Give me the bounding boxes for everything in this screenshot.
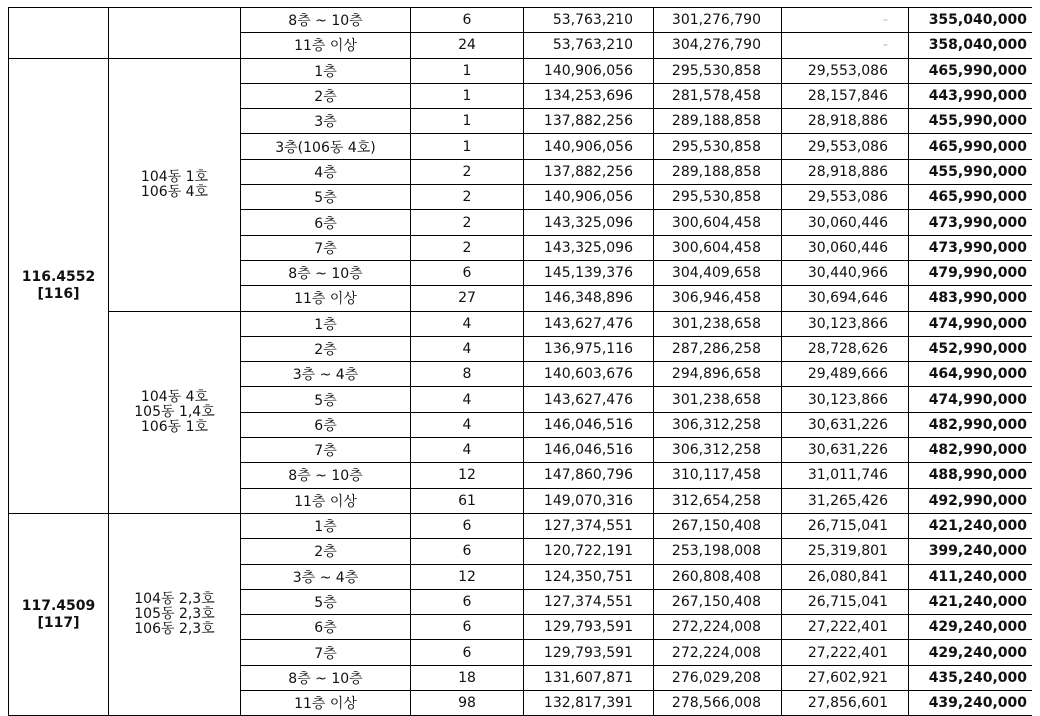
floor-cell: 3층 [241,109,411,134]
floor-cell: 8층 ~ 10층 [241,463,411,488]
total-price-cell: 482,990,000 [909,438,1036,463]
land-price-cell: 143,325,096 [524,210,654,235]
vat-cell: 30,631,226 [782,412,909,437]
land-price-cell: 127,374,551 [524,589,654,614]
floor-cell: 7층 [241,438,411,463]
land-price-cell: 53,763,210 [524,33,654,58]
land-price-cell: 143,325,096 [524,235,654,260]
dong-unit-line: 104동 2,3호 [134,591,215,608]
total-price-cell: 429,240,000 [909,615,1036,640]
unit-count-cell: 4 [411,438,524,463]
unit-count-cell: 1 [411,83,524,108]
building-price-cell: 281,578,458 [654,83,782,108]
total-price-cell: 355,040,000 [909,8,1036,33]
building-price-cell: 289,188,858 [654,159,782,184]
land-price-cell: 131,607,871 [524,665,654,690]
land-price-cell: 124,350,751 [524,564,654,589]
dong-unit-line: 105동 2,3호 [134,606,215,623]
vat-cell: 30,123,866 [782,387,909,412]
building-price-cell: 301,238,658 [654,311,782,336]
unit-count-cell: 12 [411,463,524,488]
dong-unit-line: 106동 4호 [140,183,209,200]
building-price-cell: 300,604,458 [654,210,782,235]
total-price-cell: 443,990,000 [909,83,1036,108]
building-price-cell: 253,198,008 [654,539,782,564]
land-price-cell: 143,627,476 [524,387,654,412]
vat-cell: 29,553,086 [782,185,909,210]
unit-count-cell: 2 [411,159,524,184]
unit-count-cell: 6 [411,615,524,640]
building-price-cell: 267,150,408 [654,589,782,614]
land-price-cell: 134,253,696 [524,83,654,108]
unit-count-cell: 6 [411,260,524,285]
total-price-cell: 488,990,000 [909,463,1036,488]
vat-cell: 26,715,041 [782,589,909,614]
land-price-cell: 127,374,551 [524,513,654,538]
total-price-cell: 452,990,000 [909,336,1036,361]
vat-cell: 31,011,746 [782,463,909,488]
land-price-cell: 129,793,591 [524,640,654,665]
vat-cell: 28,918,886 [782,109,909,134]
floor-cell: 5층 [241,387,411,412]
land-price-cell: 143,627,476 [524,311,654,336]
floor-cell: 6층 [241,412,411,437]
land-price-cell: 149,070,316 [524,488,654,513]
unit-count-cell: 6 [411,539,524,564]
vat-cell: 28,918,886 [782,159,909,184]
vat-cell: 30,631,226 [782,438,909,463]
land-price-cell: 146,046,516 [524,438,654,463]
table-row [9,513,1036,538]
floor-cell: 4층 [241,159,411,184]
building-price-cell: 289,188,858 [654,109,782,134]
building-price-cell: 306,312,258 [654,438,782,463]
building-price-cell: 295,530,858 [654,58,782,83]
table-row [9,311,1036,336]
table-row [9,8,1036,33]
vat-cell: 27,222,401 [782,640,909,665]
total-price-cell: 464,990,000 [909,362,1036,387]
floor-cell: 11층 이상 [241,488,411,513]
floor-cell: 5층 [241,185,411,210]
unit-count-cell: 12 [411,564,524,589]
unit-count-cell: 4 [411,311,524,336]
floor-cell: 5층 [241,589,411,614]
vat-cell: 31,265,426 [782,488,909,513]
floor-cell: 2층 [241,539,411,564]
dong-unit-line: 104동 4호 [140,388,209,405]
housing-type-code: [117] [37,614,80,631]
unit-count-cell: 4 [411,336,524,361]
land-price-cell: 120,722,191 [524,539,654,564]
floor-cell: 3층 ~ 4층 [241,362,411,387]
building-price-cell: 306,312,258 [654,412,782,437]
floor-cell: 2층 [241,83,411,108]
building-price-cell: 304,276,790 [654,33,782,58]
floor-cell: 11층 이상 [241,286,411,311]
floor-cell: 11층 이상 [241,33,411,58]
dong-unit-cell [109,311,241,513]
building-price-cell: 310,117,458 [654,463,782,488]
floor-cell: 7층 [241,235,411,260]
vat-cell: 28,728,626 [782,336,909,361]
building-price-cell: 300,604,458 [654,235,782,260]
building-price-cell: 295,530,858 [654,185,782,210]
unit-count-cell: 61 [411,488,524,513]
housing-type-area: 116.4552 [21,268,96,285]
total-price-cell: 358,040,000 [909,33,1036,58]
floor-cell: 7층 [241,640,411,665]
total-price-cell: 465,990,000 [909,134,1036,159]
land-price-cell: 145,139,376 [524,260,654,285]
total-price-cell: 411,240,000 [909,564,1036,589]
dong-unit-line: 106동 2,3호 [134,621,215,638]
total-price-cell: 474,990,000 [909,387,1036,412]
floor-cell: 8층 ~ 10층 [241,665,411,690]
building-price-cell: 260,808,408 [654,564,782,589]
vat-cell: 25,319,801 [782,539,909,564]
total-price-cell: 429,240,000 [909,640,1036,665]
vat-cell: 26,080,841 [782,564,909,589]
vat-cell: 29,489,666 [782,362,909,387]
unit-count-cell: 2 [411,185,524,210]
floor-cell: 6층 [241,210,411,235]
unit-count-cell: 6 [411,8,524,33]
land-price-cell: 147,860,796 [524,463,654,488]
unit-count-cell: 24 [411,33,524,58]
total-price-cell: 455,990,000 [909,159,1036,184]
vat-cell: 30,060,446 [782,235,909,260]
total-price-cell: 465,990,000 [909,58,1036,83]
building-price-cell: 295,530,858 [654,134,782,159]
building-price-cell: 306,946,458 [654,286,782,311]
floor-cell: 8층 ~ 10층 [241,260,411,285]
building-price-cell: 304,409,658 [654,260,782,285]
dong-unit-cell [109,513,241,715]
land-price-cell: 53,763,210 [524,8,654,33]
building-price-cell: 267,150,408 [654,513,782,538]
total-price-cell: 421,240,000 [909,589,1036,614]
floor-cell: 6층 [241,615,411,640]
unit-count-cell: 8 [411,362,524,387]
total-price-cell: 479,990,000 [909,260,1036,285]
total-price-cell: 473,990,000 [909,210,1036,235]
total-price-cell: 483,990,000 [909,286,1036,311]
unit-count-cell: 27 [411,286,524,311]
total-price-cell: 439,240,000 [909,691,1036,716]
floor-cell: 2층 [241,336,411,361]
unit-count-cell: 1 [411,109,524,134]
total-price-cell: 455,990,000 [909,109,1036,134]
building-price-cell: 294,896,658 [654,362,782,387]
total-price-cell: 482,990,000 [909,412,1036,437]
total-price-cell: 474,990,000 [909,311,1036,336]
unit-count-cell: 6 [411,513,524,538]
building-price-cell: 272,224,008 [654,640,782,665]
vat-cell: 30,694,646 [782,286,909,311]
vat-cell: 27,602,921 [782,665,909,690]
unit-count-cell: 6 [411,640,524,665]
floor-cell: 3층 ~ 4층 [241,564,411,589]
floor-cell: 1층 [241,311,411,336]
land-price-cell: 146,348,896 [524,286,654,311]
floor-cell: 1층 [241,513,411,538]
land-price-cell: 129,793,591 [524,615,654,640]
page-edge [1032,7,1040,716]
unit-count-cell: 4 [411,387,524,412]
floor-cell: 1층 [241,58,411,83]
total-price-cell: 399,240,000 [909,539,1036,564]
land-price-cell: 140,906,056 [524,58,654,83]
total-price-cell: 465,990,000 [909,185,1036,210]
unit-count-cell: 98 [411,691,524,716]
unit-count-cell: 2 [411,210,524,235]
floor-cell: 11층 이상 [241,691,411,716]
dong-cell-empty [109,8,241,59]
price-table [8,7,1036,716]
land-price-cell: 137,882,256 [524,109,654,134]
dong-unit-line: 106동 1호 [140,418,209,435]
building-price-cell: 301,238,658 [654,387,782,412]
price-table-body [9,8,1036,716]
housing-type-area: 117.4509 [21,597,96,614]
land-price-cell: 136,975,116 [524,336,654,361]
floor-cell: 3층(106동 4호) [241,134,411,159]
vat-cell: 29,553,086 [782,58,909,83]
table-row [9,58,1036,83]
vat-cell: 27,222,401 [782,615,909,640]
land-price-cell: 146,046,516 [524,412,654,437]
vat-cell: - [782,33,909,58]
land-price-cell: 140,603,676 [524,362,654,387]
vat-cell: 30,440,966 [782,260,909,285]
vat-cell: 29,553,086 [782,134,909,159]
unit-count-cell: 2 [411,235,524,260]
vat-cell: 27,856,601 [782,691,909,716]
building-price-cell: 276,029,208 [654,665,782,690]
building-price-cell: 287,286,258 [654,336,782,361]
type-cell-empty [9,8,109,59]
vat-cell: - [782,8,909,33]
land-price-cell: 132,817,391 [524,691,654,716]
vat-cell: 26,715,041 [782,513,909,538]
land-price-cell: 140,906,056 [524,185,654,210]
total-price-cell: 473,990,000 [909,235,1036,260]
floor-cell: 8층 ~ 10층 [241,8,411,33]
land-price-cell: 137,882,256 [524,159,654,184]
housing-type-cell [9,58,109,513]
vat-cell: 28,157,846 [782,83,909,108]
building-price-cell: 272,224,008 [654,615,782,640]
dong-unit-line: 104동 1호 [140,168,209,185]
building-price-cell: 312,654,258 [654,488,782,513]
housing-type-cell [9,513,109,715]
dong-unit-line: 105동 1,4호 [134,403,215,420]
housing-type-code: [116] [37,285,80,302]
unit-count-cell: 6 [411,589,524,614]
building-price-cell: 278,566,008 [654,691,782,716]
unit-count-cell: 18 [411,665,524,690]
unit-count-cell: 1 [411,134,524,159]
vat-cell: 30,123,866 [782,311,909,336]
total-price-cell: 421,240,000 [909,513,1036,538]
building-price-cell: 301,276,790 [654,8,782,33]
unit-count-cell: 1 [411,58,524,83]
dong-unit-cell [109,58,241,311]
total-price-cell: 492,990,000 [909,488,1036,513]
total-price-cell: 435,240,000 [909,665,1036,690]
vat-cell: 30,060,446 [782,210,909,235]
unit-count-cell: 4 [411,412,524,437]
land-price-cell: 140,906,056 [524,134,654,159]
